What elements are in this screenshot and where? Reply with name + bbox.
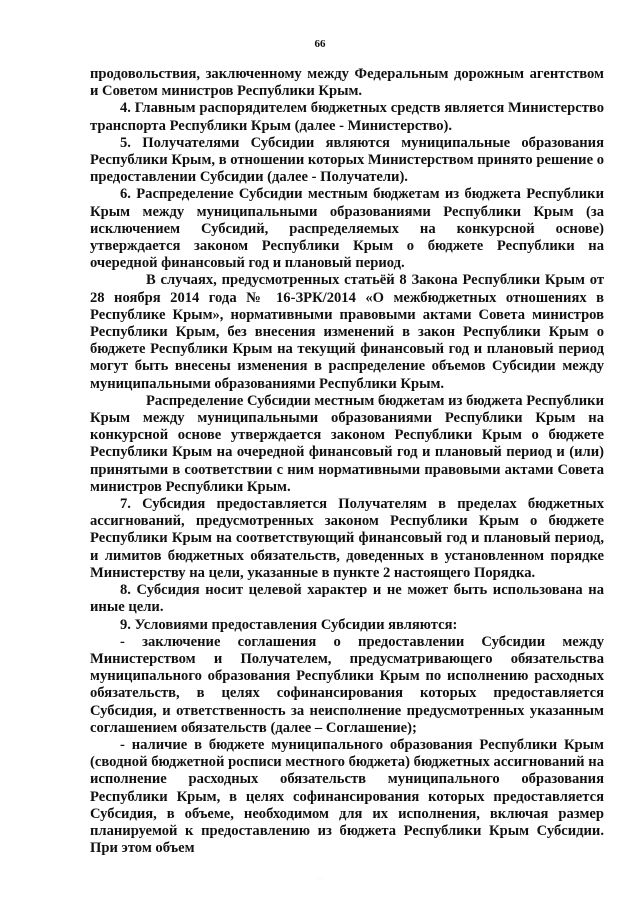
condition-budget-allocation: - наличие в бюджете муниципального образования Республики Крым (сводной бюджетной росписи местного бюджета) бюджетных ассигнований на исполнение расходных обязательств муниципального образования Республики Крым, в целях софинансирования которых предоставляется Субсидия, в объеме, необходимом для их исполнения, включая размер планируемой к предоставлению из бюджета Республики Крым Субсидии. При этом объем xyxy=(90,736,604,857)
body-text xyxy=(90,66,604,857)
paragraph-item-8: 8. Субсидия носит целевой характер и не может быть использована на иные цели. xyxy=(90,582,604,616)
paragraph-item-4: 4. Главным распорядителем бюджетных средств является Министерство транспорта Республики Крым (далее - Министерство). xyxy=(90,100,604,134)
paragraph-item-9: 9. Условиями предоставления Субсидии являются: xyxy=(120,616,458,633)
paragraph-item-5: 5. Получателями Субсидии являются муниципальные образования Республики Крым, в отношении которых Министерством принято решение о предоставлении Субсидии (далее - Получатели). xyxy=(90,134,604,186)
condition-agreement: - заключение соглашения о предоставлении Субсидии между Министерством и Получателем, предусматривающего обязательства муниципального образования Республики Крым по исполнению расходных обязательств, в целях софинансирования которых предоставляется Субсидия, и ответственность за неисполнение предусмотренных указанным соглашением обязательств (далее – Соглашение); xyxy=(90,633,604,736)
paragraph-continuation: продовольствия, заключенному между Федеральным дорожным агентством и Советом министров Республики Крым. xyxy=(90,66,604,100)
paragraph-competitive-distribution: Распределение Субсидии местным бюджетам из бюджета Республики Крым между муниципальными образованиями Республики Крым на конкурсной основе утверждается законом Республики Крым о бюджете Республики Крым на очередной финансовый год и плановый период и (или) принятыми в соответствии с ним нормативными правовыми актами Совета министров Республики Крым. xyxy=(90,392,604,495)
paragraph-item-6: 6. Распределение Субсидии местным бюджетам из бюджета Республики Крым между муниципальными образованиями Республики Крым (за исключением Субсидий, распределяемых на конкурсной основе) утверждается законом Республики Крым о бюджете Республики на очередной финансовый год и плановый период. xyxy=(90,186,604,272)
scan-artifact: · · xyxy=(317,876,323,882)
paragraph-item-7: 7. Субсидия предоставляется Получателям в пределах бюджетных ассигнований, предусмотренных законом Республики Крым о бюджете Республики Крым на соответствующий финансовый год и плановый период, и лимитов бюджетных обязательств, доведенных в установленном порядке Министерству на цели, указанные в пункте 2 настоящего Порядка. xyxy=(90,496,604,581)
page-number: 66 xyxy=(314,38,326,50)
paragraph-redistribution: В случаях, предусмотренных статьёй 8 Закона Республики Крым от 28 ноября 2014 года № 16-ЗРК/2014 «О межбюджетных отношениях в Республике Крым», нормативными правовыми актами Совета министров Республики Крым, без внесения изменений в закон Республики Крым о бюджете Республики Крым на текущий финансовый год и плановый период могут быть внесены изменения в распределение объемов Субсидии между муниципальными образованиями Республики Крым. xyxy=(90,272,604,392)
